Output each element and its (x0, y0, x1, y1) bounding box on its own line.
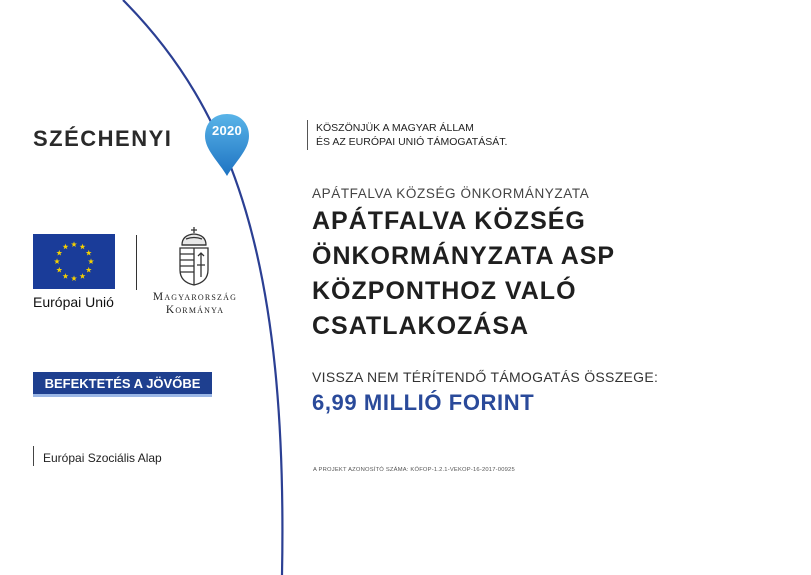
beneficiary-name: APÁTFALVA KÖZSÉG ÖNKORMÁNYZATA (312, 186, 590, 201)
government-line1: Magyarország (152, 291, 238, 303)
grant-label: VISSZA NEM TÉRÍTENDŐ TÁMOGATÁS ÖSSZEGE: (312, 369, 659, 385)
thanks-line1: KÖSZÖNJÜK A MAGYAR ÁLLAM (316, 122, 474, 134)
szechenyi-year: 2020 (211, 123, 243, 138)
thanks-line2: ÉS AZ EURÓPAI UNIÓ TÁMOGATÁSÁT. (316, 136, 508, 148)
government-logo-text (140, 291, 250, 317)
eu-logo (33, 234, 115, 310)
esza-divider (33, 446, 34, 466)
invest-in-future-banner: BEFEKTETÉS A JÖVŐBE (33, 372, 212, 397)
project-title-line: CSATLAKOZÁSA (312, 312, 530, 340)
project-title-line: APÁTFALVA KÖZSÉG (312, 207, 586, 235)
project-id: A PROJEKT AZONOSÍTÓ SZÁMA: KÖFOP-1.2.1-VEKOP-16-2017-00925 (313, 467, 515, 473)
project-title-line: KÖZPONTHOZ VALÓ (312, 277, 577, 305)
esza-label: Európai Szociális Alap (43, 451, 162, 465)
logo-divider (136, 235, 137, 290)
grant-amount: 6,99 MILLIÓ FORINT (312, 390, 535, 415)
eu-label: Európai Unió (33, 294, 114, 310)
thanks-divider (307, 120, 308, 150)
location-pin-icon (203, 112, 251, 178)
project-title-line: ÖNKORMÁNYZATA ASP (312, 242, 616, 270)
szechenyi-2020-logo (33, 112, 243, 182)
eu-flag-icon (33, 234, 115, 289)
project-title (312, 204, 772, 344)
thanks-text (316, 121, 507, 149)
coat-of-arms-icon (174, 225, 214, 287)
szechenyi-logo-text: SZÉCHENYI (33, 126, 173, 151)
government-line2: Kormánya (165, 304, 225, 316)
